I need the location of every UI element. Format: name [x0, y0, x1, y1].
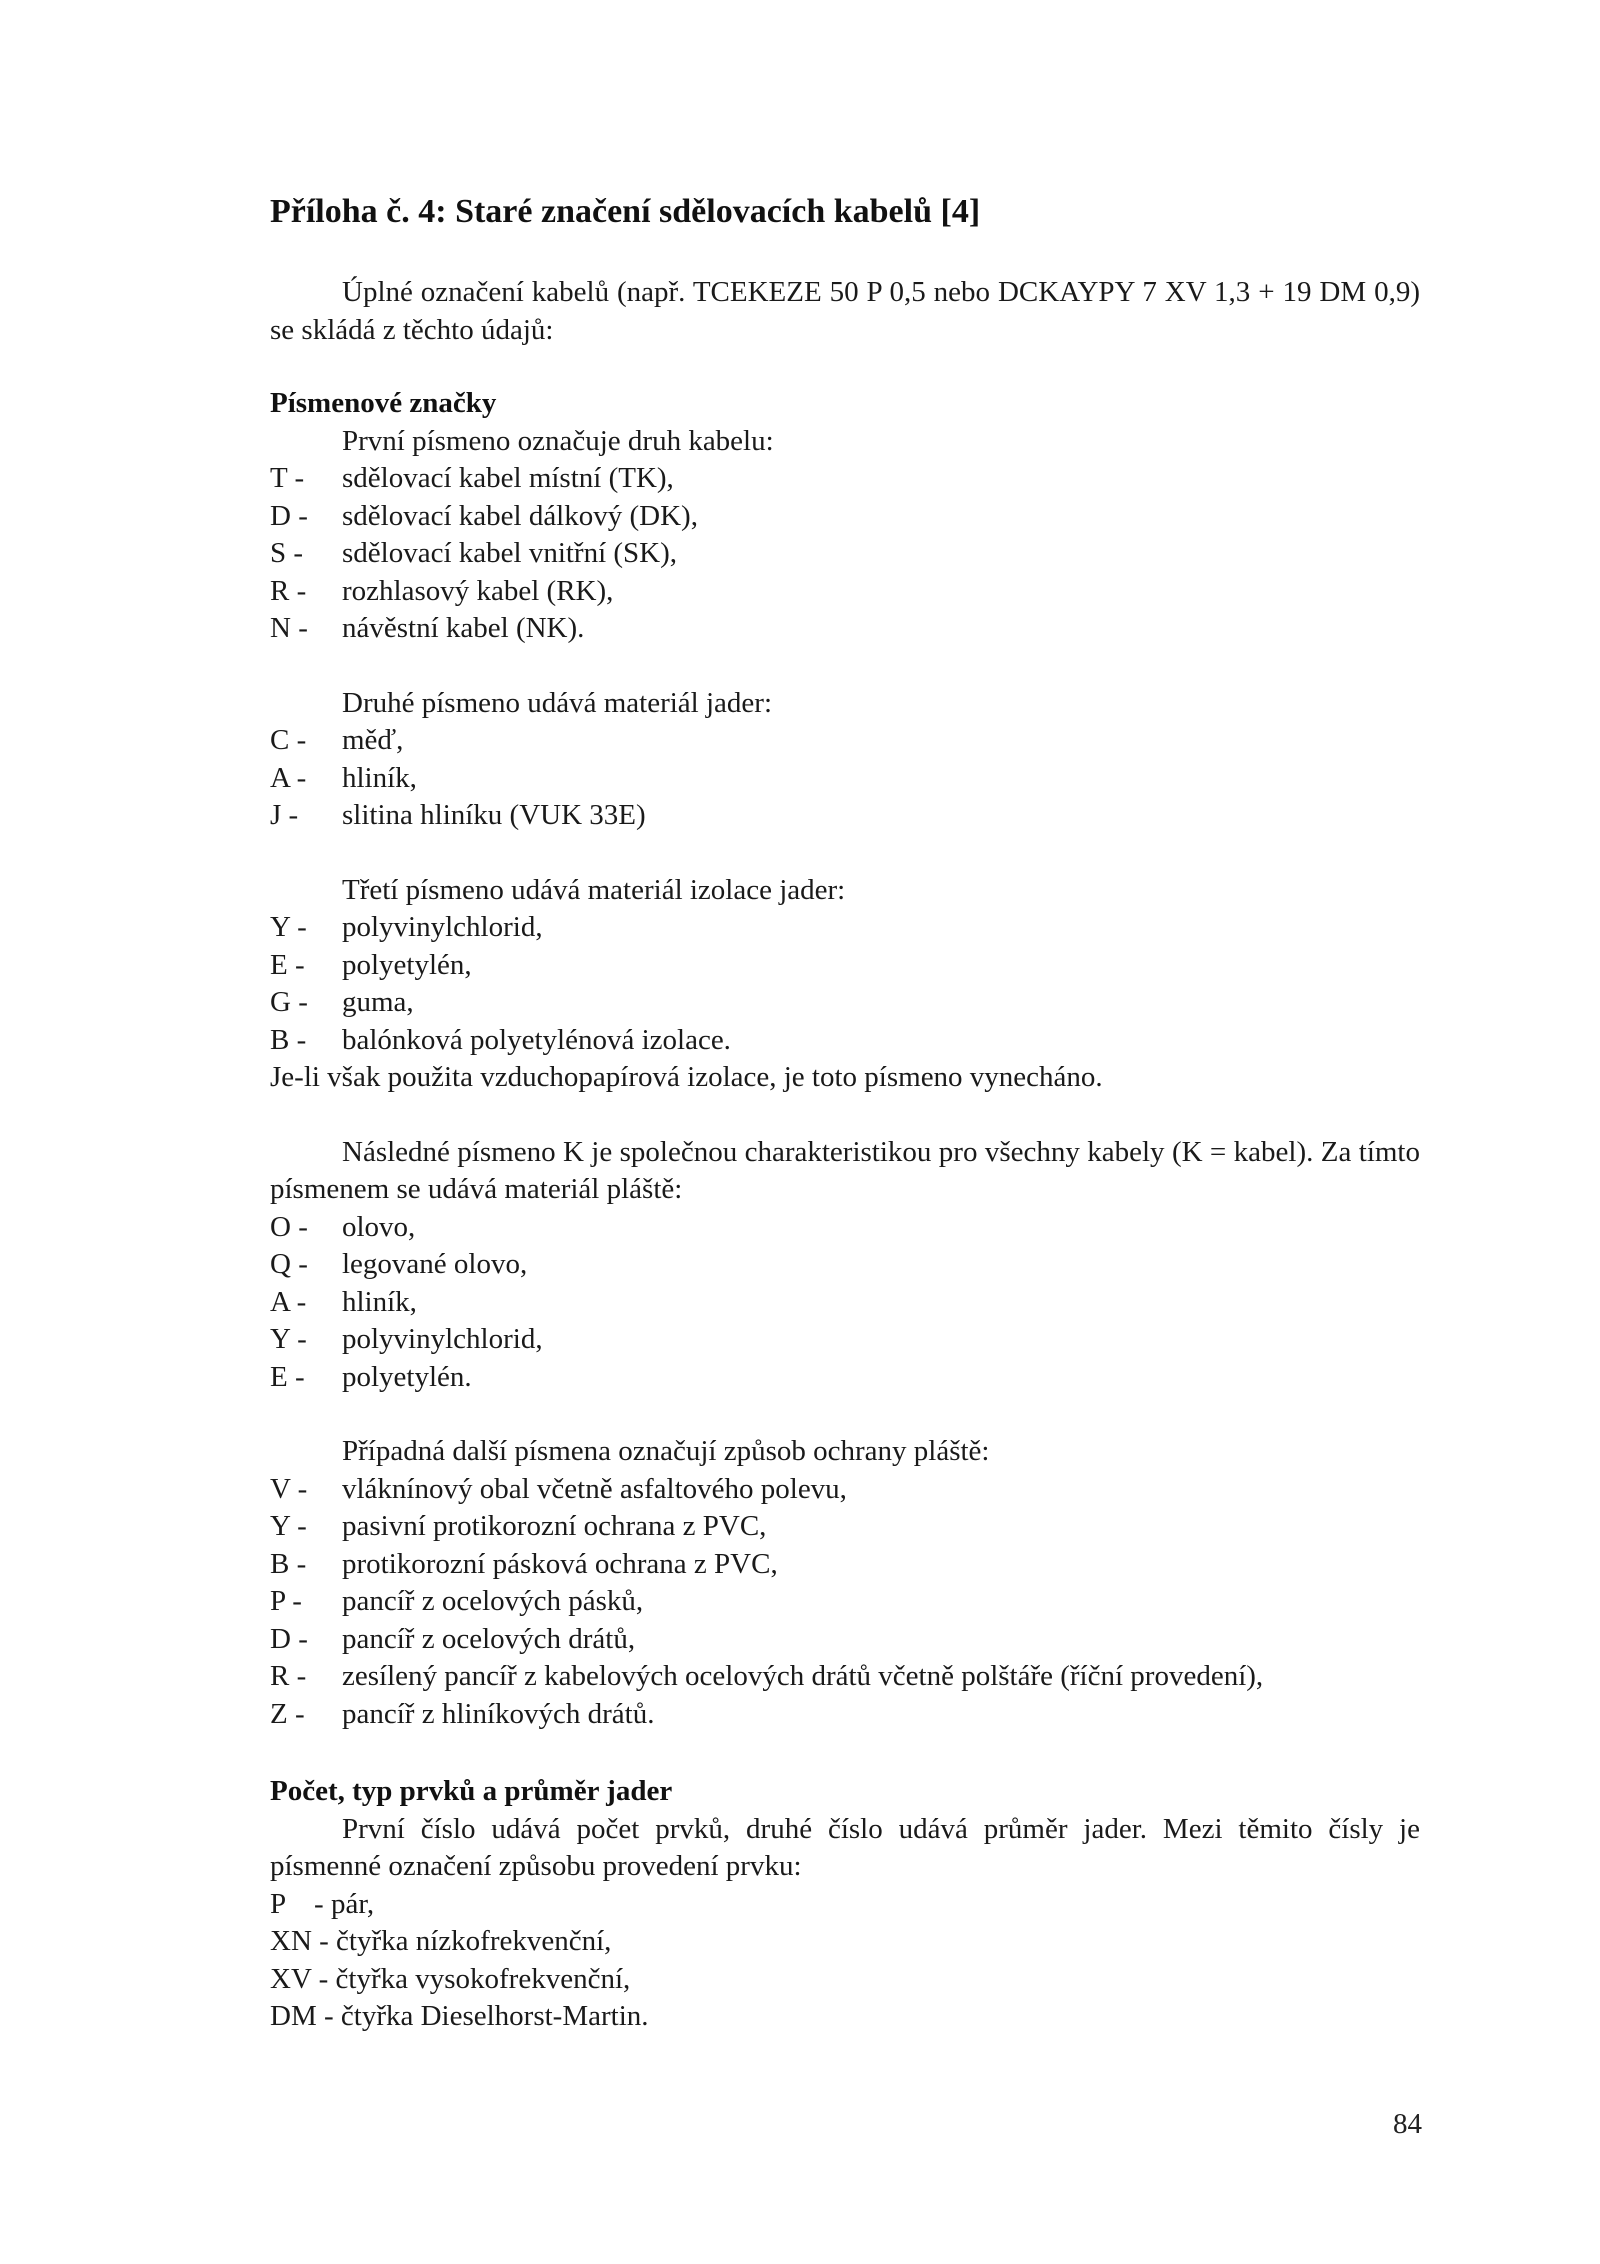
item-code: E - — [270, 948, 305, 981]
code-list-protection — [270, 1471, 1420, 1734]
group-lead-cable-type: První písmeno označuje druh kabelu: — [342, 424, 774, 457]
group-lead-protection: Případná další písmena označují způsob ochrany pláště: — [342, 1435, 990, 1467]
code-list-insulation — [270, 909, 1420, 1059]
list-item — [270, 1471, 1420, 1509]
item-text: balónková polyetylénová izolace. — [342, 1023, 731, 1056]
list-item — [270, 460, 1420, 498]
list-item — [270, 1246, 1420, 1284]
elements-paragraph: První číslo udává počet prvků, druhé číslo udává průměr jader. Mezi těmito čísly je písmenné označení způsobu provedení prvku: — [270, 1812, 1420, 1882]
list-item — [270, 535, 1420, 573]
list-item — [270, 610, 1420, 648]
item-code: B - — [270, 1023, 307, 1056]
list-item — [270, 1546, 1420, 1584]
element-type-line: XN - čtyřka nízkofrekvenční, — [270, 1925, 612, 1957]
item-text: pancíř z ocelových pásků, — [342, 1585, 644, 1617]
item-text: polyetylén. — [342, 1360, 472, 1393]
sheath-paragraph: Následné písmeno K je společnou charakteristikou pro všechny kabely (K = kabel). Za tímto písmenem se udává materiál pláště: — [270, 1135, 1420, 1205]
item-code: D - — [270, 499, 308, 532]
list-item — [270, 984, 1420, 1022]
item-code: A - — [270, 761, 307, 794]
list-item — [270, 1696, 1420, 1734]
list-item — [270, 1209, 1420, 1247]
item-text: olovo, — [342, 1210, 416, 1243]
list-item — [270, 760, 1420, 798]
item-text: hliník, — [342, 1285, 417, 1318]
item-text: pancíř z ocelových drátů, — [342, 1622, 636, 1655]
page-content — [270, 188, 1420, 2036]
item-text: rozhlasový kabel (RK), — [342, 574, 614, 607]
group-lead-insulation: Třetí písmeno udává materiál izolace jader: — [342, 873, 846, 906]
item-code: N - — [270, 612, 308, 644]
list-item — [270, 1359, 1420, 1397]
group-lead-core-material: Druhé písmeno udává materiál jader: — [342, 686, 773, 719]
list-item — [270, 722, 1420, 760]
element-type-line: DM - čtyřka Dieselhorst-Martin. — [270, 2000, 649, 2032]
item-text: měď, — [342, 724, 404, 756]
item-text: guma, — [342, 986, 414, 1018]
item-code: Q - — [270, 1248, 308, 1280]
list-item — [270, 573, 1420, 611]
item-code: Y - — [270, 911, 307, 943]
item-code: E - — [270, 1360, 305, 1393]
page-title: Příloha č. 4: Staré značení sdělovacích kabelů [4] — [270, 193, 981, 230]
list-item — [270, 1284, 1420, 1322]
item-text: vláknínový obal včetně asfaltového polevu, — [342, 1472, 847, 1505]
page-number: 84 — [1393, 2108, 1422, 2140]
list-item — [270, 909, 1420, 947]
item-code: Y - — [270, 1323, 307, 1355]
item-code: A - — [270, 1285, 307, 1318]
item-text: polyvinylchlorid, — [342, 911, 543, 943]
intro-paragraph: Úplné označení kabelů (např. TCEKEZE 50 P 0,5 nebo DCKAYPY 7 XV 1,3 + 19 DM 0,9) se skládá z těchto údajů: — [270, 276, 1420, 346]
section-heading-letters: Písmenové značky — [270, 387, 497, 419]
item-code: D - — [270, 1622, 308, 1655]
insulation-note: Je-li však použita vzduchopapírová izolace, je toto písmeno vynecháno. — [270, 1061, 1103, 1093]
item-text: pasivní protikorozní ochrana z PVC, — [342, 1510, 767, 1542]
code-list-cable-type — [270, 460, 1420, 648]
item-text: pancíř z hliníkových drátů. — [342, 1697, 655, 1730]
list-item — [270, 1321, 1420, 1359]
item-code: B - — [270, 1547, 307, 1580]
item-code: O - — [270, 1210, 308, 1243]
item-text: polyetylén, — [342, 948, 472, 981]
list-item — [270, 797, 1420, 835]
list-item — [270, 498, 1420, 536]
list-item — [270, 1022, 1420, 1060]
item-text: sdělovací kabel dálkový (DK), — [342, 499, 698, 532]
list-item — [270, 1621, 1420, 1659]
item-code: G - — [270, 986, 308, 1018]
item-code: V - — [270, 1472, 308, 1505]
item-text: návěstní kabel (NK). — [342, 612, 585, 644]
item-text: hliník, — [342, 761, 417, 794]
item-text: protikorozní pásková ochrana z PVC, — [342, 1547, 778, 1580]
element-type-line: XV - čtyřka vysokofrekvenční, — [270, 1962, 631, 1995]
code-list-sheath — [270, 1209, 1420, 1397]
element-type-line: P - pár, — [270, 1887, 375, 1920]
code-list-core-material — [270, 722, 1420, 835]
list-item — [270, 1658, 1420, 1696]
item-code: C - — [270, 724, 307, 756]
item-code: R - — [270, 1660, 307, 1692]
list-item — [270, 1508, 1420, 1546]
item-text: slitina hliníku (VUK 33E) — [342, 799, 646, 831]
item-text: legované olovo, — [342, 1248, 528, 1280]
item-code: Y - — [270, 1510, 307, 1542]
item-code: P - — [270, 1585, 302, 1617]
item-text: zesílený pancíř z kabelových ocelových drátů včetně polštáře (říční provedení), — [342, 1660, 1264, 1692]
item-code: S - — [270, 537, 304, 569]
item-code: R - — [270, 574, 307, 607]
item-text: sdělovací kabel vnitřní (SK), — [342, 537, 678, 569]
item-code: Z - — [270, 1697, 305, 1730]
section-heading-elements: Počet, typ prvků a průměr jader — [270, 1775, 673, 1807]
item-code: T - — [270, 462, 305, 494]
item-text: sdělovací kabel místní (TK), — [342, 462, 674, 494]
list-item — [270, 1583, 1420, 1621]
item-code: J - — [270, 799, 299, 831]
item-text: polyvinylchlorid, — [342, 1323, 543, 1355]
list-item — [270, 947, 1420, 985]
